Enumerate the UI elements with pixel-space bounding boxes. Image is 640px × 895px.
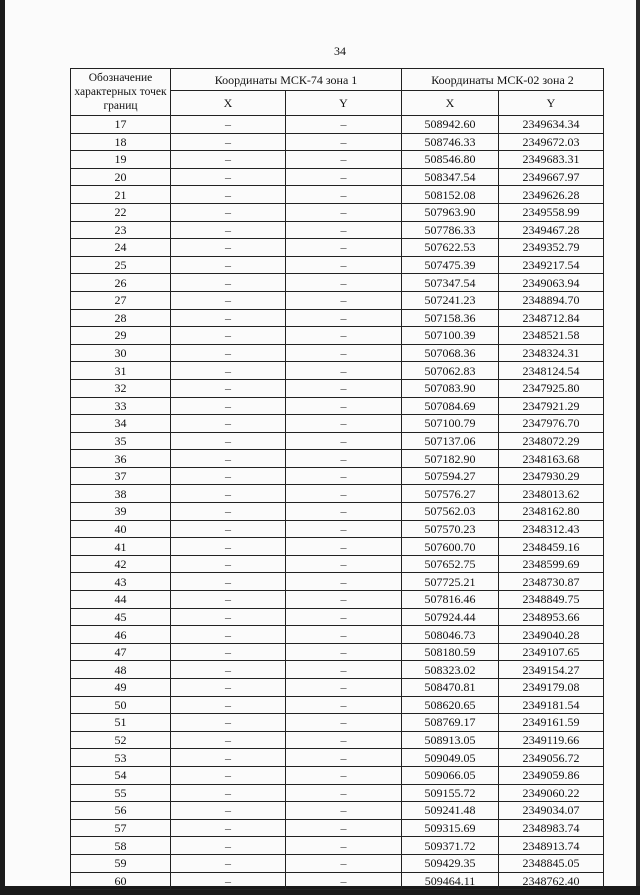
cell-point-number: 18 — [71, 133, 171, 151]
cell-msk02-x: 507725.21 — [402, 573, 499, 591]
cell-msk02-x: 509066.05 — [402, 766, 499, 784]
table-row — [71, 116, 604, 134]
cell-msk02-y: 2348312.43 — [499, 520, 604, 538]
cell-msk02-y: 2349181.54 — [499, 696, 604, 714]
cell-msk74-y: – — [286, 749, 402, 767]
cell-msk02-x: 508180.59 — [402, 643, 499, 661]
cell-msk74-x: – — [171, 415, 286, 433]
cell-msk74-x: – — [171, 203, 286, 221]
page-number: 34 — [334, 44, 346, 58]
cell-msk74-x: – — [171, 309, 286, 327]
cell-msk74-x: – — [171, 819, 286, 837]
table-row — [71, 696, 604, 714]
cell-msk02-x: 507652.75 — [402, 555, 499, 573]
cell-msk74-y: – — [286, 714, 402, 732]
cell-msk74-x: – — [171, 327, 286, 345]
cell-msk02-x: 507100.39 — [402, 327, 499, 345]
cell-point-number: 25 — [71, 256, 171, 274]
header-msk74-y: Y — [286, 91, 402, 116]
cell-point-number: 55 — [71, 784, 171, 802]
cell-msk74-y: – — [286, 203, 402, 221]
cell-msk02-x: 507137.06 — [402, 432, 499, 450]
cell-msk74-x: – — [171, 626, 286, 644]
table-row — [71, 784, 604, 802]
cell-point-number: 50 — [71, 696, 171, 714]
table-row — [71, 802, 604, 820]
cell-msk02-y: 2349034.07 — [499, 802, 604, 820]
table-row — [71, 854, 604, 872]
cell-msk02-y: 2347976.70 — [499, 415, 604, 433]
header-msk74-x: X — [171, 91, 286, 116]
cell-msk02-y: 2349179.08 — [499, 679, 604, 697]
cell-msk74-x: – — [171, 503, 286, 521]
cell-msk02-x: 508620.65 — [402, 696, 499, 714]
cell-msk74-y: – — [286, 344, 402, 362]
table-row — [71, 714, 604, 732]
cell-msk74-y: – — [286, 291, 402, 309]
cell-msk02-y: 2349161.59 — [499, 714, 604, 732]
cell-point-number: 38 — [71, 485, 171, 503]
cell-point-number: 52 — [71, 731, 171, 749]
table-row — [71, 256, 604, 274]
cell-msk74-x: – — [171, 854, 286, 872]
cell-point-number: 40 — [71, 520, 171, 538]
cell-msk02-x: 507100.79 — [402, 415, 499, 433]
cell-point-number: 23 — [71, 221, 171, 239]
cell-point-number: 36 — [71, 450, 171, 468]
cell-point-number: 60 — [71, 872, 171, 890]
cell-msk74-x: – — [171, 784, 286, 802]
cell-msk74-y: – — [286, 679, 402, 697]
cell-msk02-x: 509464.11 — [402, 872, 499, 890]
cell-msk74-x: – — [171, 168, 286, 186]
cell-msk02-x: 507241.23 — [402, 291, 499, 309]
header-group-msk02: Координаты МСК-02 зона 2 — [402, 69, 604, 91]
cell-point-number: 35 — [71, 432, 171, 450]
cell-msk02-x: 507158.36 — [402, 309, 499, 327]
table-row — [71, 327, 604, 345]
cell-point-number: 37 — [71, 467, 171, 485]
table-row — [71, 151, 604, 169]
coordinates-table — [70, 68, 604, 890]
cell-msk02-x: 507570.23 — [402, 520, 499, 538]
cell-msk02-y: 2349672.03 — [499, 133, 604, 151]
cell-msk02-y: 2349063.94 — [499, 274, 604, 292]
cell-point-number: 29 — [71, 327, 171, 345]
cell-msk02-x: 507562.03 — [402, 503, 499, 521]
table-row — [71, 766, 604, 784]
cell-msk74-x: – — [171, 186, 286, 204]
cell-msk74-y: – — [286, 626, 402, 644]
cell-msk74-x: – — [171, 766, 286, 784]
cell-msk74-y: – — [286, 661, 402, 679]
cell-msk74-x: – — [171, 696, 286, 714]
cell-msk74-y: – — [286, 309, 402, 327]
cell-point-number: 47 — [71, 643, 171, 661]
cell-msk74-x: – — [171, 661, 286, 679]
cell-msk02-y: 2348712.84 — [499, 309, 604, 327]
table-row — [71, 749, 604, 767]
cell-msk74-y: – — [286, 837, 402, 855]
cell-msk74-y: – — [286, 327, 402, 345]
table-row — [71, 837, 604, 855]
cell-msk74-y: – — [286, 274, 402, 292]
cell-point-number: 42 — [71, 555, 171, 573]
cell-msk02-y: 2349626.28 — [499, 186, 604, 204]
cell-point-number: 41 — [71, 538, 171, 556]
cell-msk02-x: 508746.33 — [402, 133, 499, 151]
cell-msk74-y: – — [286, 520, 402, 538]
table-header — [71, 69, 604, 116]
cell-point-number: 32 — [71, 379, 171, 397]
cell-msk74-y: – — [286, 802, 402, 820]
cell-msk74-y: – — [286, 503, 402, 521]
cell-point-number: 39 — [71, 503, 171, 521]
cell-msk02-y: 2348124.54 — [499, 362, 604, 380]
cell-msk02-x: 508347.54 — [402, 168, 499, 186]
cell-msk02-y: 2348459.16 — [499, 538, 604, 556]
cell-msk74-x: – — [171, 643, 286, 661]
cell-msk74-y: – — [286, 415, 402, 433]
cell-msk02-x: 507083.90 — [402, 379, 499, 397]
table-row — [71, 432, 604, 450]
cell-msk74-x: – — [171, 485, 286, 503]
table-row — [71, 168, 604, 186]
cell-msk02-x: 508769.17 — [402, 714, 499, 732]
cell-msk74-x: – — [171, 450, 286, 468]
cell-msk74-y: – — [286, 573, 402, 591]
cell-point-number: 20 — [71, 168, 171, 186]
table-row — [71, 872, 604, 890]
cell-msk74-x: – — [171, 555, 286, 573]
cell-msk74-y: – — [286, 221, 402, 239]
cell-msk74-x: – — [171, 256, 286, 274]
cell-msk74-x: – — [171, 714, 286, 732]
cell-msk74-x: – — [171, 133, 286, 151]
cell-point-number: 51 — [71, 714, 171, 732]
cell-msk02-x: 507600.70 — [402, 538, 499, 556]
cell-msk02-y: 2349040.28 — [499, 626, 604, 644]
cell-msk02-y: 2349059.86 — [499, 766, 604, 784]
table-row — [71, 186, 604, 204]
cell-msk74-x: – — [171, 397, 286, 415]
header-msk02-y: Y — [499, 91, 604, 116]
cell-msk02-y: 2349060.22 — [499, 784, 604, 802]
cell-msk74-y: – — [286, 643, 402, 661]
cell-msk02-x: 508942.60 — [402, 116, 499, 134]
cell-msk74-x: – — [171, 538, 286, 556]
cell-msk02-x: 508323.02 — [402, 661, 499, 679]
cell-msk02-x: 507963.90 — [402, 203, 499, 221]
cell-msk74-y: – — [286, 608, 402, 626]
cell-msk02-y: 2348849.75 — [499, 591, 604, 609]
table-row — [71, 450, 604, 468]
cell-point-number: 30 — [71, 344, 171, 362]
header-point-label: Обозначение характерных точек границ — [71, 69, 171, 116]
table-row — [71, 274, 604, 292]
table-row — [71, 485, 604, 503]
cell-msk02-y: 2348013.62 — [499, 485, 604, 503]
cell-msk74-x: – — [171, 291, 286, 309]
cell-point-number: 26 — [71, 274, 171, 292]
table-row — [71, 626, 604, 644]
table-row — [71, 661, 604, 679]
cell-msk74-y: – — [286, 696, 402, 714]
cell-msk02-y: 2349119.66 — [499, 731, 604, 749]
cell-point-number: 17 — [71, 116, 171, 134]
cell-msk74-x: – — [171, 731, 286, 749]
table-row — [71, 643, 604, 661]
coordinates-table-container — [70, 68, 603, 890]
table-row — [71, 203, 604, 221]
cell-msk74-y: – — [286, 186, 402, 204]
table-row — [71, 503, 604, 521]
cell-msk02-x: 508546.80 — [402, 151, 499, 169]
cell-msk74-x: – — [171, 679, 286, 697]
cell-msk02-y: 2348163.68 — [499, 450, 604, 468]
cell-msk02-y: 2348162.80 — [499, 503, 604, 521]
cell-msk02-y: 2348521.58 — [499, 327, 604, 345]
cell-msk74-y: – — [286, 168, 402, 186]
cell-point-number: 43 — [71, 573, 171, 591]
cell-point-number: 48 — [71, 661, 171, 679]
cell-msk02-y: 2349154.27 — [499, 661, 604, 679]
table-row — [71, 679, 604, 697]
cell-point-number: 33 — [71, 397, 171, 415]
cell-msk02-x: 507816.46 — [402, 591, 499, 609]
table-row — [71, 520, 604, 538]
cell-msk02-y: 2349217.54 — [499, 256, 604, 274]
cell-msk74-x: – — [171, 872, 286, 890]
table-row — [71, 397, 604, 415]
cell-msk74-y: – — [286, 450, 402, 468]
scan-border-right — [636, 0, 640, 895]
cell-msk02-y: 2348072.29 — [499, 432, 604, 450]
table-row — [71, 731, 604, 749]
cell-msk74-y: – — [286, 538, 402, 556]
cell-msk02-y: 2349467.28 — [499, 221, 604, 239]
cell-msk02-y: 2348894.70 — [499, 291, 604, 309]
cell-msk74-x: – — [171, 362, 286, 380]
table-row — [71, 573, 604, 591]
cell-msk02-y: 2349683.31 — [499, 151, 604, 169]
cell-msk74-x: – — [171, 837, 286, 855]
cell-msk02-y: 2348913.74 — [499, 837, 604, 855]
cell-msk02-x: 507576.27 — [402, 485, 499, 503]
cell-msk74-x: – — [171, 274, 286, 292]
cell-msk74-x: – — [171, 467, 286, 485]
cell-point-number: 21 — [71, 186, 171, 204]
cell-msk02-x: 508470.81 — [402, 679, 499, 697]
table-row — [71, 608, 604, 626]
table-row — [71, 819, 604, 837]
cell-msk02-y: 2349634.34 — [499, 116, 604, 134]
cell-msk02-x: 507594.27 — [402, 467, 499, 485]
cell-msk74-y: – — [286, 256, 402, 274]
cell-point-number: 45 — [71, 608, 171, 626]
table-row — [71, 538, 604, 556]
cell-point-number: 22 — [71, 203, 171, 221]
cell-msk02-y: 2348845.05 — [499, 854, 604, 872]
table-row — [71, 362, 604, 380]
cell-msk74-x: – — [171, 151, 286, 169]
cell-msk02-x: 508152.08 — [402, 186, 499, 204]
cell-msk02-y: 2349667.97 — [499, 168, 604, 186]
cell-msk02-x: 509429.35 — [402, 854, 499, 872]
cell-msk02-y: 2349558.99 — [499, 203, 604, 221]
cell-msk74-y: – — [286, 362, 402, 380]
cell-msk02-y: 2347925.80 — [499, 379, 604, 397]
cell-point-number: 58 — [71, 837, 171, 855]
table-row — [71, 415, 604, 433]
scan-border-left — [0, 0, 5, 895]
cell-msk74-x: – — [171, 432, 286, 450]
cell-msk74-x: – — [171, 239, 286, 257]
cell-msk74-y: – — [286, 819, 402, 837]
header-group-msk74: Координаты МСК-74 зона 1 — [171, 69, 402, 91]
table-row — [71, 309, 604, 327]
cell-msk02-x: 507786.33 — [402, 221, 499, 239]
cell-msk02-y: 2347921.29 — [499, 397, 604, 415]
cell-msk74-y: – — [286, 872, 402, 890]
cell-msk02-y: 2348324.31 — [499, 344, 604, 362]
cell-msk02-y: 2348762.40 — [499, 872, 604, 890]
cell-msk02-x: 509315.69 — [402, 819, 499, 837]
cell-msk74-x: – — [171, 591, 286, 609]
cell-msk74-y: – — [286, 766, 402, 784]
cell-msk02-y: 2348599.69 — [499, 555, 604, 573]
cell-msk02-y: 2349056.72 — [499, 749, 604, 767]
cell-msk74-y: – — [286, 784, 402, 802]
cell-point-number: 53 — [71, 749, 171, 767]
cell-msk02-x: 507622.53 — [402, 239, 499, 257]
cell-msk74-x: – — [171, 379, 286, 397]
cell-point-number: 44 — [71, 591, 171, 609]
table-row — [71, 467, 604, 485]
cell-point-number: 27 — [71, 291, 171, 309]
table-body — [71, 116, 604, 890]
table-row — [71, 221, 604, 239]
cell-msk02-x: 507347.54 — [402, 274, 499, 292]
cell-msk02-x: 507182.90 — [402, 450, 499, 468]
cell-msk02-y: 2347930.29 — [499, 467, 604, 485]
cell-msk02-x: 507084.69 — [402, 397, 499, 415]
cell-msk74-y: – — [286, 239, 402, 257]
cell-msk74-x: – — [171, 344, 286, 362]
cell-msk74-y: – — [286, 854, 402, 872]
cell-msk02-x: 508046.73 — [402, 626, 499, 644]
cell-point-number: 19 — [71, 151, 171, 169]
cell-msk02-x: 509049.05 — [402, 749, 499, 767]
cell-msk02-x: 508913.05 — [402, 731, 499, 749]
cell-point-number: 28 — [71, 309, 171, 327]
cell-point-number: 56 — [71, 802, 171, 820]
cell-point-number: 31 — [71, 362, 171, 380]
cell-msk74-y: – — [286, 467, 402, 485]
cell-msk02-y: 2349352.79 — [499, 239, 604, 257]
table-row — [71, 133, 604, 151]
table-row — [71, 291, 604, 309]
cell-msk74-x: – — [171, 116, 286, 134]
cell-msk74-y: – — [286, 151, 402, 169]
cell-msk74-x: – — [171, 221, 286, 239]
cell-msk02-y: 2348953.66 — [499, 608, 604, 626]
cell-msk74-y: – — [286, 116, 402, 134]
cell-msk74-y: – — [286, 555, 402, 573]
table-row — [71, 555, 604, 573]
cell-msk74-y: – — [286, 432, 402, 450]
cell-point-number: 34 — [71, 415, 171, 433]
cell-point-number: 49 — [71, 679, 171, 697]
cell-msk74-y: – — [286, 397, 402, 415]
table-row — [71, 379, 604, 397]
cell-msk74-y: – — [286, 379, 402, 397]
cell-msk02-y: 2348983.74 — [499, 819, 604, 837]
table-row — [71, 344, 604, 362]
cell-point-number: 57 — [71, 819, 171, 837]
cell-point-number: 59 — [71, 854, 171, 872]
cell-point-number: 46 — [71, 626, 171, 644]
cell-msk74-x: – — [171, 802, 286, 820]
cell-msk74-y: – — [286, 133, 402, 151]
cell-msk74-y: – — [286, 731, 402, 749]
cell-msk74-x: – — [171, 749, 286, 767]
cell-msk74-x: – — [171, 520, 286, 538]
cell-msk02-x: 507475.39 — [402, 256, 499, 274]
cell-msk02-x: 509371.72 — [402, 837, 499, 855]
cell-msk02-x: 507068.36 — [402, 344, 499, 362]
cell-msk02-x: 509155.72 — [402, 784, 499, 802]
cell-msk74-y: – — [286, 485, 402, 503]
cell-msk74-y: – — [286, 591, 402, 609]
cell-msk02-y: 2349107.65 — [499, 643, 604, 661]
header-msk02-x: X — [402, 91, 499, 116]
cell-msk74-x: – — [171, 608, 286, 626]
cell-point-number: 24 — [71, 239, 171, 257]
table-row — [71, 239, 604, 257]
cell-msk02-y: 2348730.87 — [499, 573, 604, 591]
table-row — [71, 591, 604, 609]
cell-msk74-x: – — [171, 573, 286, 591]
cell-msk02-x: 509241.48 — [402, 802, 499, 820]
cell-msk02-x: 507924.44 — [402, 608, 499, 626]
cell-point-number: 54 — [71, 766, 171, 784]
cell-msk02-x: 507062.83 — [402, 362, 499, 380]
